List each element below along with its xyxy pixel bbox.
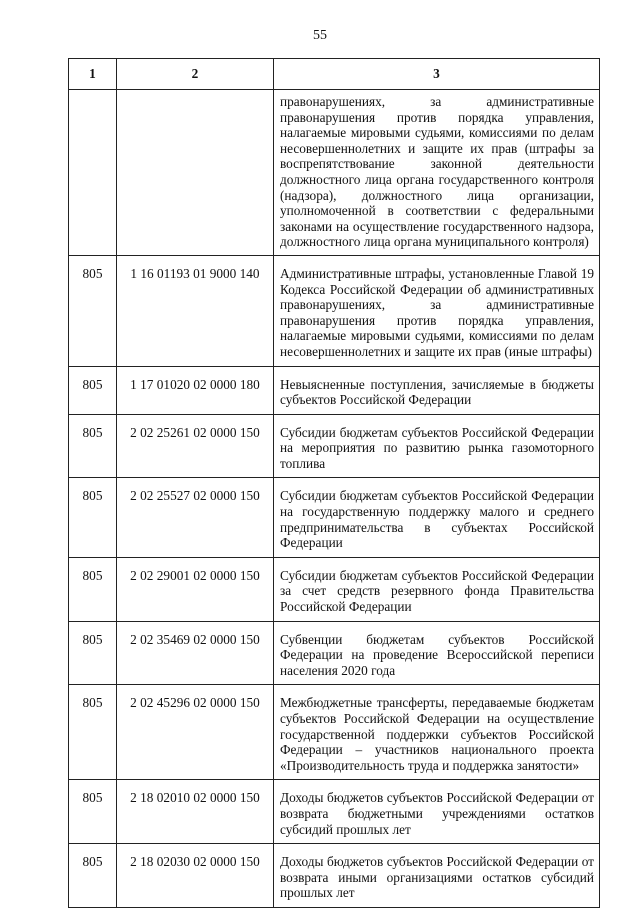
admin-code-cell: 805 [69, 414, 117, 478]
table-row [69, 90, 600, 256]
column-header-2: 2 [117, 59, 274, 90]
admin-code-cell: 805 [69, 366, 117, 414]
table-row [69, 557, 600, 621]
admin-code-cell: 805 [69, 780, 117, 844]
revenue-name-cell: Административные штрафы, установленные Главой 19 Кодекса Российской Федерации об административных правонарушениях, за административные правонарушения против порядка управления, налагаемые мировыми судьями, комиссиями по делам несовершеннолетних и защите их прав (иные штрафы) [274, 255, 600, 366]
revenue-code-cell: 2 02 29001 02 0000 150 [117, 557, 274, 621]
revenue-code-cell: 2 02 25261 02 0000 150 [117, 414, 274, 478]
admin-code-cell: 805 [69, 478, 117, 557]
admin-code-cell: 805 [69, 621, 117, 685]
admin-code-cell [69, 90, 117, 256]
revenue-name-cell: Субсидии бюджетам субъектов Российской Федерации на государственную поддержку малого и среднего предпринимательства в субъектах Российской Федерации [274, 478, 600, 557]
revenue-name-cell: Субвенции бюджетам субъектов Российской Федерации на проведение Всероссийской переписи населения 2020 года [274, 621, 600, 685]
admin-code-cell: 805 [69, 685, 117, 780]
revenue-name-cell: Доходы бюджетов субъектов Российской Федерации от возврата иными организациями остатков субсидий прошлых лет [274, 844, 600, 908]
table-row [69, 414, 600, 478]
revenue-code-cell: 2 02 25527 02 0000 150 [117, 478, 274, 557]
revenue-code-cell: 2 18 02030 02 0000 150 [117, 844, 274, 908]
column-header-3: 3 [274, 59, 600, 90]
revenue-name-cell: Субсидии бюджетам субъектов Российской Федерации за счет средств резервного фонда Правительства Российской Федерации [274, 557, 600, 621]
table-row [69, 844, 600, 908]
revenue-code-cell: 2 18 02010 02 0000 150 [117, 780, 274, 844]
revenue-code-cell [117, 90, 274, 256]
revenue-code-cell: 2 02 35469 02 0000 150 [117, 621, 274, 685]
revenue-name-cell: правонарушениях, за административные правонарушения против порядка управления, налагаемые мировыми судьями, комиссиями по делам несовершеннолетних и защите их прав (штрафы за воспрепятствование законной деятельности должностного лица органа государственного контроля (надзора), должностного лица организации, уполномоченной в соответствии с федеральными законами на осуществление государственного надзора, должностного лица органа муниципального контроля) [274, 90, 600, 256]
admin-code-cell: 805 [69, 844, 117, 908]
revenue-name-cell: Межбюджетные трансферты, передаваемые бюджетам субъектов Российской Федерации на осуществление государственной поддержки субъектов Российской Федерации – участников национального проекта «Производительность труда и поддержка занятости» [274, 685, 600, 780]
admin-code-cell: 805 [69, 557, 117, 621]
revenue-code-cell: 1 16 01193 01 9000 140 [117, 255, 274, 366]
revenue-name-cell: Невыясненные поступления, зачисляемые в бюджеты субъектов Российской Федерации [274, 366, 600, 414]
column-header-1: 1 [69, 59, 117, 90]
revenue-code-cell: 2 02 45296 02 0000 150 [117, 685, 274, 780]
page-number: 55 [313, 28, 327, 43]
revenue-name-cell: Доходы бюджетов субъектов Российской Федерации от возврата бюджетными учреждениями остатков субсидий прошлых лет [274, 780, 600, 844]
table-row [69, 255, 600, 366]
table-row [69, 621, 600, 685]
table-header-row [69, 59, 600, 90]
table-row [69, 366, 600, 414]
revenue-name-cell: Субсидии бюджетам субъектов Российской Федерации на мероприятия по развитию рынка газомоторного топлива [274, 414, 600, 478]
table-row [69, 478, 600, 557]
revenue-code-cell: 1 17 01020 02 0000 180 [117, 366, 274, 414]
admin-code-cell: 805 [69, 255, 117, 366]
revenue-code-table [68, 58, 600, 908]
table-row [69, 780, 600, 844]
table-row [69, 685, 600, 780]
